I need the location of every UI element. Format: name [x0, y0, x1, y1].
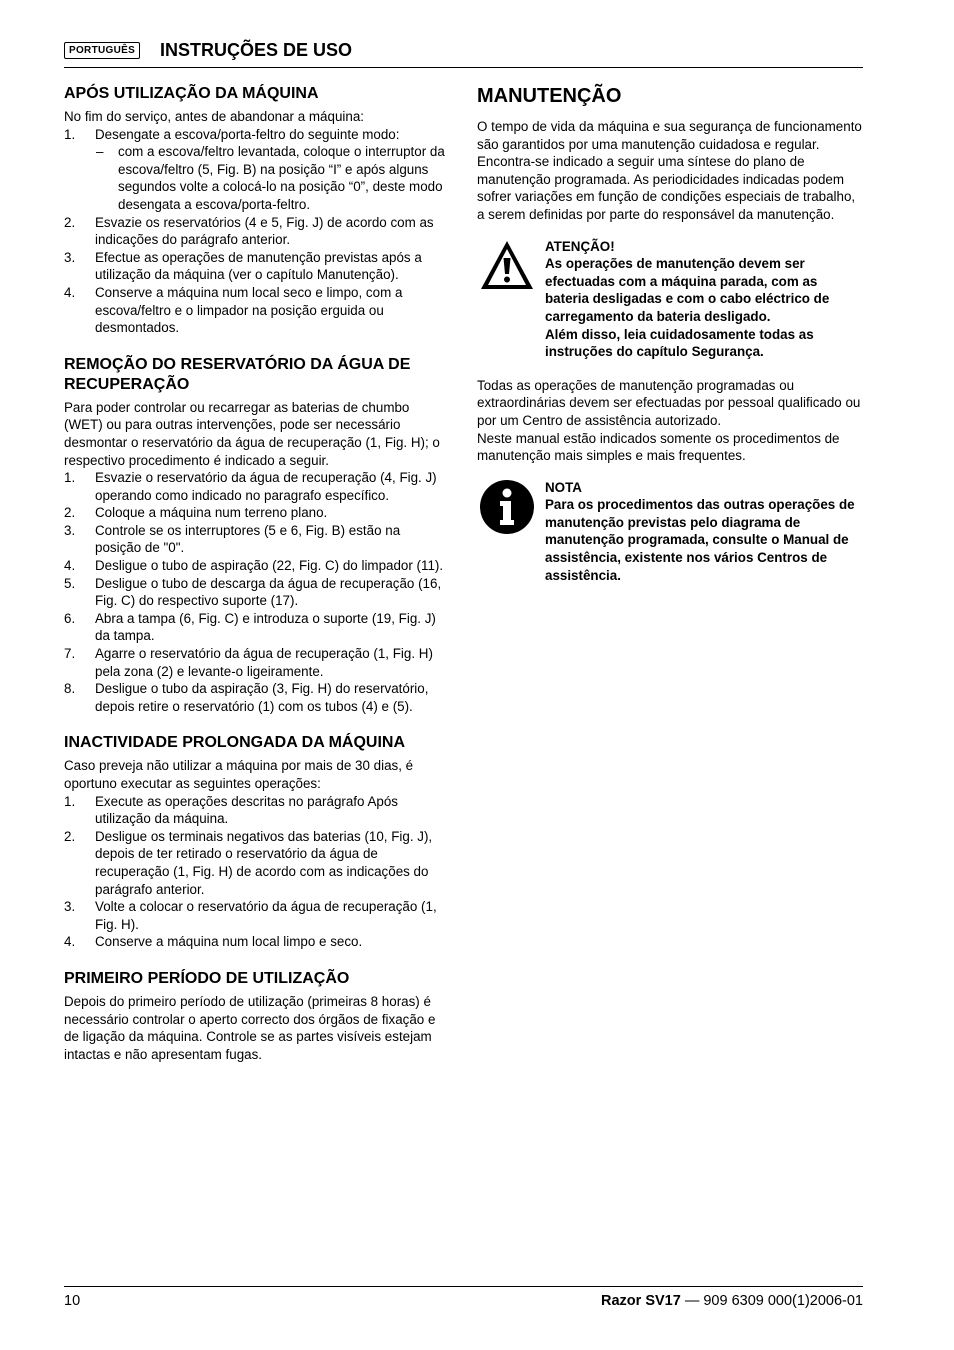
item-number: 2. [64, 828, 76, 844]
maintenance-title: MANUTENÇÃO [477, 85, 622, 107]
sub-item-text: com a escova/feltro levantada, coloque o interruptor da escova/feltro (5, Fig. B) na posição “I” e após alguns segundos volte a colocá-lo na posição “0”, deste modo desengata a escova/porta-feltro. [118, 144, 445, 212]
list-item [64, 126, 449, 214]
item-text: Desengate a escova/porta-feltro do seguinte modo: [95, 126, 400, 142]
item-number: 7. [64, 646, 76, 662]
maintenance-paragraph-1: O tempo de vida da máquina e sua segurança de funcionamento são garantidos por uma manutenção cuidadosa e regular. [477, 119, 862, 152]
section-intro: Caso preveja não utilizar a máquina por mais de 30 dias, é oportuno executar as seguintes operações: [64, 758, 414, 791]
section-intro: No fim do serviço, antes de abandonar a máquina: [64, 109, 364, 124]
item-number: 1. [64, 793, 76, 809]
item-number: 4. [64, 284, 76, 300]
page-footer [64, 1286, 863, 1317]
list-item [64, 557, 449, 575]
list-item [64, 504, 449, 522]
list-item [64, 933, 449, 951]
item-number: 4. [64, 558, 76, 574]
steps-list [64, 469, 449, 715]
document-reference [601, 1293, 863, 1309]
dash-marker: – [96, 144, 104, 160]
list-item [64, 680, 449, 715]
item-number: 2. [64, 505, 76, 521]
item-text: Abra a tampa (6, Fig. C) e introduza o suporte (19, Fig. J) da tampa. [95, 610, 436, 644]
model-name: Razor SV17 [601, 1293, 681, 1309]
item-text: Controle se os interruptores (5 e 6, Fig. B) estão na posição de "0". [95, 522, 401, 556]
section-first-use-period [64, 969, 449, 1063]
list-item [64, 898, 449, 933]
item-number: 1. [64, 470, 76, 486]
item-text: Volte a colocar o reservatório da água de recuperação (1, Fig. H). [95, 899, 437, 932]
item-text: Agarre o reservatório da água de recuperação (1, Fig. H) pela zona (2) e levante-o ligeiramente. [95, 646, 433, 679]
item-number: 4. [64, 934, 76, 950]
list-item [64, 645, 449, 680]
right-column [477, 84, 863, 600]
item-number: 1. [64, 126, 76, 142]
maintenance-paragraph-2: Encontra-se indicado a seguir uma síntese do plano de manutenção programada. As periodicidades indicadas podem sofrer variações em função de condições especiais de trabalho, a serem definidas por parte do responsável da manutenção. [477, 154, 856, 222]
item-text: Esvazie o reservatório da água de recuperação (4, Fig. J) operando como indicado no paragrafo específico. [95, 470, 437, 503]
note-label: NOTA [545, 479, 582, 495]
item-number: 6. [64, 610, 76, 626]
language-badge: PORTUGUÊS [64, 42, 140, 59]
section-title: APÓS UTILIZAÇÃO DA MÁQUINA [64, 85, 319, 102]
list-item [64, 522, 449, 557]
section-title: INACTIVIDADE PROLONGADA DA MÁQUINA [64, 734, 406, 752]
item-number: 3. [64, 522, 76, 538]
section-intro: Para poder controlar ou recarregar as baterias de chumbo (WET) ou para outras intervenções, pode ser necessário desmontar o reservatório da água de recuperação (1, Fig. H); o respectivo procedimento é indicado a seguir. [64, 399, 440, 468]
maintenance-paragraph-4: Neste manual estão indicados somente os procedimentos de manutenção mais simples e mais frequentes. [477, 430, 840, 464]
item-text: Execute as operações descritas no parágrafo Após utilização da máquina. [95, 793, 398, 827]
list-item [64, 249, 449, 284]
info-icon [479, 479, 535, 535]
section-body: Depois do primeiro período de utilização (primeiras 8 horas) é necessário controlar o aperto correcto dos órgãos de fixação e de ligação da máquina. Controle se as partes visíveis estejam intactas e não apresentam fugas. [64, 993, 436, 1062]
item-text: Desligue o tubo de aspiração (22, Fig. C) do limpador (11). [95, 558, 444, 574]
steps-list [64, 793, 449, 951]
warning-body-2: Além disso, leia cuidadosamente todas as instruções do capítulo Segurança. [545, 326, 814, 360]
item-number: 8. [64, 681, 76, 697]
steps-list [64, 126, 449, 337]
list-item [64, 793, 449, 828]
item-number: 2. [64, 214, 76, 230]
section-prolonged-inactivity [64, 733, 449, 951]
item-number: 3. [64, 899, 76, 915]
list-item [64, 284, 449, 337]
header-title: INSTRUÇÕES DE USO [160, 40, 353, 60]
document-code: — 909 6309 000(1)2006-01 [680, 1293, 863, 1309]
section-tank-removal [64, 355, 449, 716]
item-number: 5. [64, 575, 76, 591]
list-item [64, 469, 449, 504]
section-after-use [64, 84, 449, 337]
list-item [64, 610, 449, 645]
note-notice [477, 479, 863, 585]
page-number: 10 [64, 1293, 81, 1309]
item-text: Coloque a máquina num terreno plano. [95, 505, 328, 521]
left-column [64, 84, 449, 1081]
list-item [64, 214, 449, 249]
item-text: Desligue os terminais negativos das baterias (10, Fig. J), depois de ter retirado o reservatório da água de recuperação (1, Fig. H) de acordo com as indicações do parágrafo anterior. [95, 828, 433, 897]
item-text: Esvazie os reservatórios (4 e 5, Fig. J) de acordo com as indicações do parágrafo anterior. [95, 214, 434, 248]
item-text: Conserve a máquina num local seco e limpo, com a escova/feltro e o limpador na posição erguida ou desmontados. [95, 284, 403, 336]
list-item [64, 828, 449, 898]
sub-item [95, 143, 449, 213]
item-text: Efectue as operações de manutenção previstas após a utilização da máquina (ver o capítulo Manutenção). [95, 249, 422, 283]
section-title: PRIMEIRO PERÍODO DE UTILIZAÇÃO [64, 969, 350, 987]
warning-label: ATENÇÃO! [545, 238, 615, 254]
warning-notice [477, 238, 863, 361]
item-number: 3. [64, 249, 76, 265]
warning-triangle-icon [479, 238, 535, 294]
note-body: Para os procedimentos das outras operações de manutenção previstas pelo diagrama de manutenção programada, consulte o Manual de assistência, existente nos vários Centros de assistência. [545, 497, 855, 583]
list-item [64, 575, 449, 610]
item-text: Desligue o tubo de descarga da água de recuperação (16, Fig. C) do respectivo suporte (17). [95, 575, 442, 609]
item-text: Desligue o tubo da aspiração (3, Fig. H) do reservatório, depois retire o reservatório (1) com os tubos (4) e (5). [95, 681, 429, 714]
maintenance-paragraph-3: Todas as operações de manutenção programadas ou extraordinárias devem ser efectuadas por pessoal qualificado ou por um Centro de assistência autorizado. [477, 377, 861, 428]
sub-list [95, 143, 449, 213]
page-header [64, 40, 863, 68]
warning-body-1: As operações de manutenção devem ser efectuadas com a máquina parada, com as bateria desligadas e com o cabo eléctrico de carregamento da bateria desligado. [545, 256, 830, 324]
item-text: Conserve a máquina num local limpo e seco. [95, 934, 363, 950]
section-title: REMOÇÃO DO RESERVATÓRIO DA ÁGUA DE RECUPERAÇÃO [64, 355, 411, 393]
